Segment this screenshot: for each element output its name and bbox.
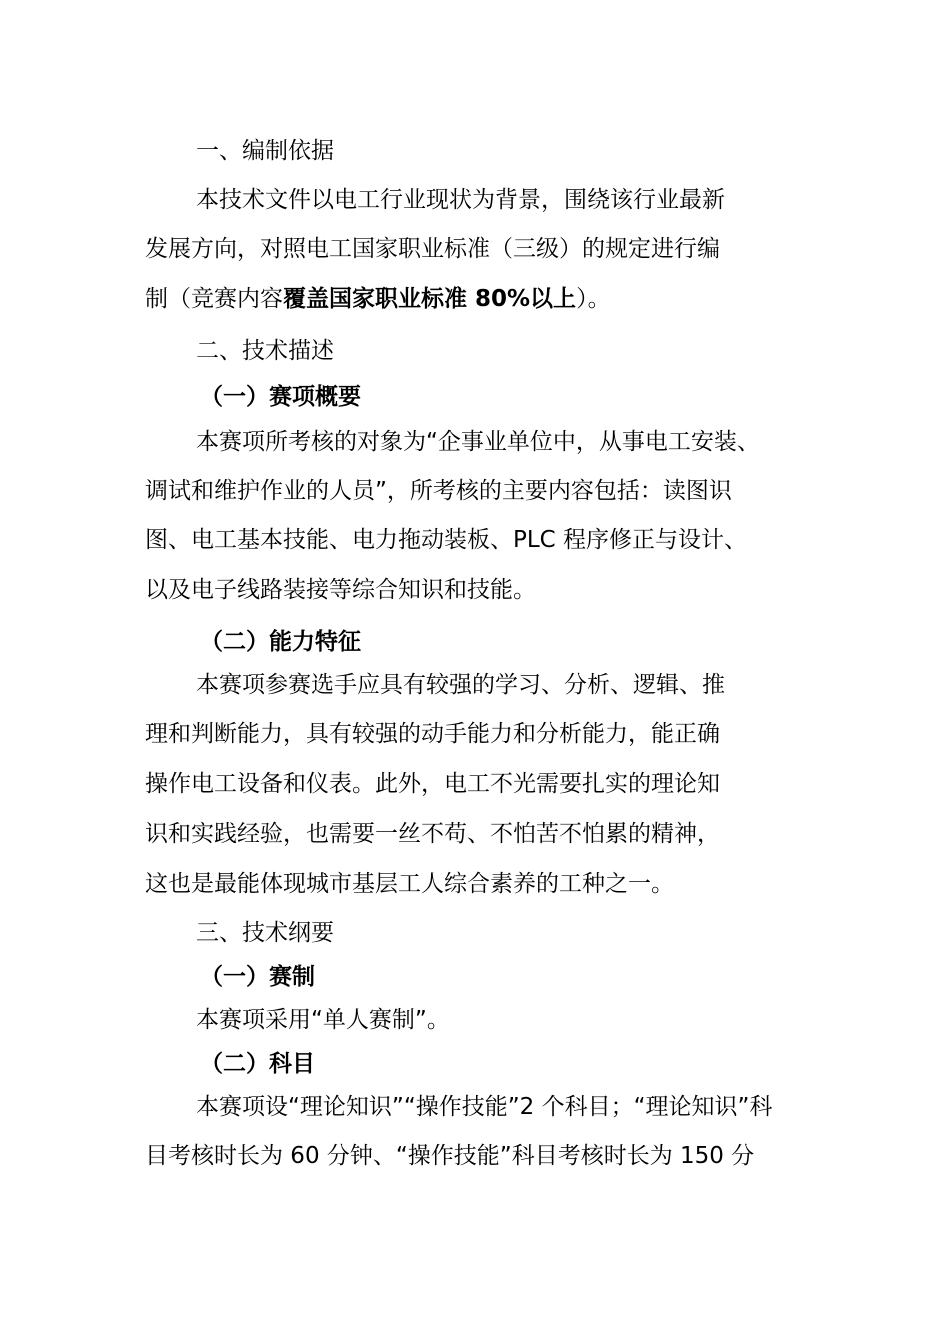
paragraph-line: 本赛项所考核的对象为“企事业单位中，从事电工安装、 [196,429,760,455]
paragraph-line: 调试和维护作业的人员”，所考核的主要内容包括：读图识 [145,478,732,504]
section-heading-description: 二、技术描述 [196,338,334,364]
paragraph-line: 发展方向，对照电工国家职业标准（三级）的规定进行编 [145,236,720,262]
paragraph-line: 本赛项采用“单人赛制”。 [196,1007,450,1033]
paragraph-line-mixed [145,284,611,314]
paragraph-line: 识和实践经验，也需要一丝不苟、不怕苦不怕累的精神， [145,821,720,847]
section-heading-basis: 一、编制依据 [196,138,334,164]
section-heading-outline: 三、技术纲要 [196,920,334,946]
text-span: 制（竞赛内容 [145,286,283,312]
subsection-heading-subjects: （二）科目 [200,1051,315,1077]
subsection-heading-format: （一）赛制 [200,964,315,990]
subsection-heading-overview: （一）赛项概要 [200,384,361,410]
paragraph-line: 操作电工设备和仪表。此外，电工不光需要扎实的理论知 [145,771,720,797]
paragraph-line: 这也是最能体现城市基层工人综合素养的工种之一。 [145,871,674,897]
paragraph-line: 本技术文件以电工行业现状为背景，围绕该行业最新 [196,187,725,213]
paragraph-line: 以及电子线路装接等综合知识和技能。 [145,577,536,603]
paragraph-line: 理和判断能力，具有较强的动手能力和分析能力，能正确 [145,721,720,747]
paragraph-line: 本赛项设“理论知识”“操作技能”2 个科目；“理论知识”科 [196,1094,773,1120]
paragraph-line: 图、电工基本技能、电力拖动装板、PLC 程序修正与设计、 [145,527,748,553]
paragraph-line: 本赛项参赛选手应具有较强的学习、分析、逻辑、推 [196,672,725,698]
paragraph-line: 目考核时长为 60 分钟、“操作技能”科目考核时长为 150 分 [145,1143,755,1169]
subsection-heading-abilities: （二）能力特征 [200,629,361,655]
text-span: ）。 [576,286,611,312]
bold-text-span: 覆盖国家职业标准 80%以上 [283,286,577,312]
